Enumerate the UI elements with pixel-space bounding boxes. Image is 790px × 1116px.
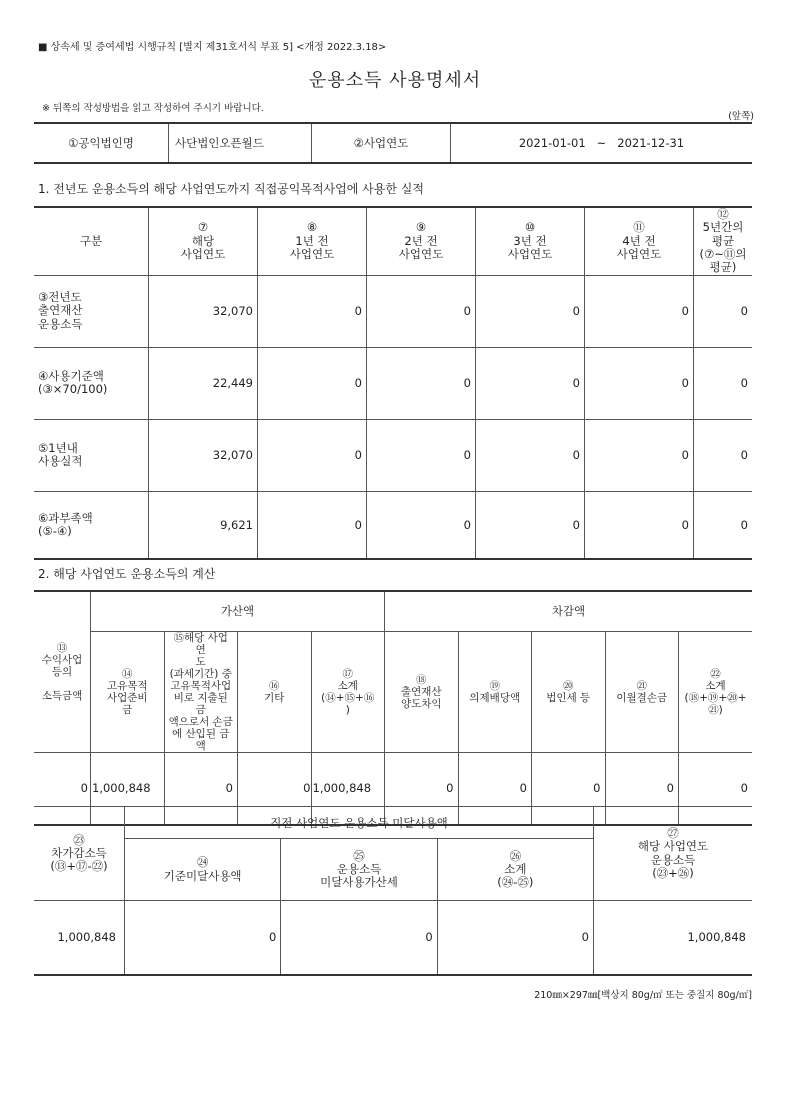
info-table [34,122,752,164]
business-year-value [451,123,753,163]
s1-cell: 0 [585,347,694,419]
s1-cell: 0 [367,491,476,559]
s1-cell: 32,070 [149,419,258,491]
s2-cell: 0 [679,753,753,825]
s2-cell: 0 [605,753,679,825]
s2-col-header: ⑭ 고유목적 사업준비 금 [91,631,165,753]
table-row [34,901,752,975]
s3-cell: 1,000,848 [34,901,125,975]
s1-cell: 0 [258,419,367,491]
table-row [34,275,752,347]
s3-cell: 1,000,848 [594,901,753,975]
s2-cell: 0 [458,753,532,825]
s1-cell: 32,070 [149,275,258,347]
s1-cell: 0 [476,275,585,347]
s1-cell: 0 [585,491,694,559]
s1-category-header: 구분 [34,207,149,275]
s3-col24-header: ㉔ 기준미달사용액 [125,839,281,901]
s1-row-label: ④사용기준액 (③×70/100) [34,347,149,419]
table-row [34,347,752,419]
s1-cell: 0 [258,275,367,347]
s1-cell: 0 [367,347,476,419]
s2-cell: 0 [532,753,606,825]
s1-cell: 9,621 [149,491,258,559]
table-row [34,419,752,491]
paper-spec-footer: 210㎜×297㎜[백상지 80g/㎡ 또는 중질지 80g/㎡] [534,990,752,1001]
s2-add-group-header: 가산액 [91,591,385,631]
s2-cell: 0 [238,753,312,825]
regulation-note: ■ 상속세 및 증여세법 시행규칙 [별지 제31호서식 부표 5] <개정 2022.3.18> [38,42,387,53]
s2-col-header: ㉒ 소계 (⑱+⑲+⑳+ ㉑) [679,631,753,753]
s2-col-header: ㉑ 이월결손금 [605,631,679,753]
s2-col-header: ⑲ 의제배당액 [458,631,532,753]
year-end: 2021-12-31 [617,136,685,150]
s3-cell: 0 [437,901,593,975]
s2-sub-group-header: 차감액 [385,591,753,631]
s2-col13-header: ⑬ 수익사업 등의 소득금액 [34,591,91,753]
section3-table [34,806,752,976]
s1-col-header: ⑩ 3년 전 사업연도 [476,207,585,275]
year-start: 2021-01-01 [518,136,586,150]
s1-cell: 0 [585,419,694,491]
s1-cell: 0 [694,419,753,491]
s2-col-header: ⑳ 법인세 등 [532,631,606,753]
s1-cell: 0 [258,491,367,559]
s3-col27-header: ㉗ 해당 사업연도 운용소득 (㉓+㉖) [594,807,753,901]
s1-cell: 0 [367,419,476,491]
year-separator: ~ [596,136,607,150]
corp-name-value: 사단법인오픈월드 [169,123,312,163]
s2-cell: 1,000,848 [91,753,165,825]
s1-row-label: ③전년도 출연재산 운용소득 [34,275,149,347]
s1-row-label: ⑥과부족액 (⑤-④) [34,491,149,559]
s3-col26-header: ㉖ 소계 (㉔-㉕) [437,839,593,901]
s3-cell: 0 [281,901,437,975]
table-row [34,491,752,559]
page-title: 운용소득 사용명세서 [308,70,482,91]
s1-cell: 22,449 [149,347,258,419]
s2-col-header: ⑮해당 사업연 도 (과세기간) 중 고유목적사업 비로 지출된 금 액으로서 손금 에 산입된 금액 [164,631,238,753]
s2-cell: 0 [34,753,91,825]
s3-col25-header: ㉕ 운용소득 미달사용가산세 [281,839,437,901]
s1-col-header: ⑨ 2년 전 사업연도 [367,207,476,275]
s1-cell: 0 [476,347,585,419]
section2-table [34,590,752,826]
s1-cell: 0 [694,275,753,347]
s1-col-header: ⑫ 5년간의 평균 (⑦~⑪의 평균) [694,207,753,275]
section1-title: 1. 전년도 운용소득의 해당 사업연도까지 직접공익목적사업에 사용한 실적 [38,182,424,196]
s1-cell: 0 [694,491,753,559]
s1-cell: 0 [367,275,476,347]
s2-col-header: ⑱ 출연재산 양도차익 [385,631,459,753]
business-year-label: ②사업연도 [312,123,451,163]
s2-cell: 0 [164,753,238,825]
s1-col-header: ⑦ 해당 사업연도 [149,207,258,275]
s1-col-header: ⑧ 1년 전 사업연도 [258,207,367,275]
page-side-label: (앞쪽) [728,111,754,122]
section1-table [34,206,752,560]
s1-cell: 0 [258,347,367,419]
s3-cell: 0 [125,901,281,975]
instruction-note: ※ 뒤쪽의 작성방법을 읽고 작성하여 주시기 바랍니다. [42,103,264,114]
s2-col-header: ⑯ 기타 [238,631,312,753]
s1-cell: 0 [585,275,694,347]
s3-col23-header: ㉓ 차가감소득 (⑬+⑰-㉒) [34,807,125,901]
corp-name-label: ①공익법인명 [34,123,169,163]
s1-cell: 0 [476,419,585,491]
s2-cell: 1,000,848 [311,753,385,825]
s2-cell: 0 [385,753,459,825]
s1-row-label: ⑤1년내 사용실적 [34,419,149,491]
s3-group-header: 직전 사업연도 운용소득 미달사용액 [125,807,594,839]
s1-cell: 0 [476,491,585,559]
s1-cell: 0 [694,347,753,419]
s1-col-header: ⑪ 4년 전 사업연도 [585,207,694,275]
section2-title: 2. 해당 사업연도 운용소득의 계산 [38,567,216,581]
s2-col-header: ⑰ 소계 (⑭+⑮+⑯ ) [311,631,385,753]
